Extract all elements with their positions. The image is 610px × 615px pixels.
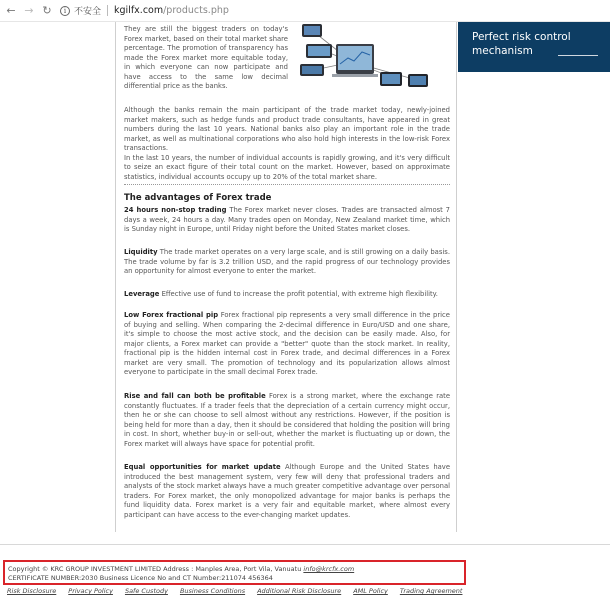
url-host: kgilfx.com bbox=[114, 5, 164, 16]
advantage-text: Forex is a strong market, where the exchange rate constantly fluctuates. If a trader feels that the depreciation of a certain currency might occur, then he or she can choose to sell almost without any restrictions. However, if the position is being held for more than a day, then it should be considered that holding the position will bring in cost. In short, whether buy-in or sell-out, whether the market is fluctuating up or down, the Forex market will always have space for potential profit. bbox=[124, 392, 450, 448]
advantage-title: 24 hours non-stop trading bbox=[124, 206, 227, 214]
url-field[interactable] bbox=[114, 5, 229, 16]
footer-links bbox=[7, 587, 462, 595]
footer-link-aml-policy[interactable]: AML Policy bbox=[353, 587, 388, 595]
footer-link-trading-agreement[interactable]: Trading Agreement bbox=[399, 587, 463, 595]
advantage-title: Liquidity bbox=[124, 248, 158, 256]
advantage-title: Leverage bbox=[124, 290, 160, 298]
footer-line-2: CERTIFICATE NUMBER:2030 Business Licence No and CT Number:211074 456364 bbox=[8, 573, 273, 582]
advantage-item bbox=[124, 290, 450, 300]
intro-text-block bbox=[124, 106, 450, 182]
advantages-heading: The advantages of Forex trade bbox=[124, 193, 272, 203]
footer-copyright-box bbox=[3, 560, 466, 585]
browser-address-bar bbox=[0, 0, 610, 22]
advantage-title: Rise and fall can both be profitable bbox=[124, 392, 266, 400]
footer-email-link[interactable]: info@krcfx.com bbox=[303, 565, 355, 573]
copyright-text: Copyright © KRC GROUP INVESTMENT LIMITED Address : Manples Area, Port Vila, Vanuatu bbox=[8, 565, 302, 573]
advantage-text: The Forex market never closes. Trades are transacted almost 7 days a week, 24 hours a day. Many trades open on Monday, New Zealand market time, which is Sunday night in Europe, until Friday night before the United States market closes. bbox=[124, 206, 450, 233]
footer-link-risk-disclosure[interactable]: Risk Disclosure bbox=[7, 587, 57, 595]
banner-text bbox=[472, 30, 571, 58]
footer-link-business-conditions[interactable]: Business Conditions bbox=[179, 587, 246, 595]
intro-paragraph-1: They are still the biggest traders on today's Forex market, based on their total market share percentage. The promotion of transparency has made the Forex market more equitable today, in which everyone can now participate and have access to the same low decimal differential price as the banks. bbox=[124, 25, 288, 90]
advantage-title: Equal opportunities for market update bbox=[124, 463, 281, 471]
reload-icon[interactable]: ↻ bbox=[42, 4, 52, 17]
advantage-title: Low Forex fractional pip bbox=[124, 311, 219, 319]
site-info-icon[interactable]: i bbox=[60, 6, 70, 16]
security-label[interactable]: 不安全 bbox=[74, 7, 102, 17]
footer-link-safe-custody[interactable]: Safe Custody bbox=[124, 587, 168, 595]
footer-divider bbox=[0, 544, 610, 545]
banner-line-1: Perfect risk control bbox=[472, 31, 571, 43]
footer-link-privacy-policy[interactable]: Privacy Policy bbox=[68, 587, 113, 595]
banner-line-2: mechanism bbox=[472, 45, 533, 57]
advantage-item bbox=[124, 392, 450, 449]
footer-line-1 bbox=[8, 565, 461, 574]
advantage-text: Effective use of fund to increase the profit potential, with extreme high flexibility. bbox=[161, 290, 438, 298]
intro-paragraph-3: In the last 10 years, the number of individual accounts is rapidly growing, and it's very difficult to seize an exact figure of their total count on the market. However, based on approximate statistics, individual accounts occupy up to 20% of the total market share. bbox=[124, 153, 450, 181]
advantage-text: Forex fractional pip represents a very small difference in the price of buying and selling. When comparing the 2-decimal difference in Euro/USD and one share, it's simple to choose the most active stock, and the decision can be easily made. Also, for major clients, a Forex market can provide a "better" quote than the stock market. In reality, fractional pip is the hidden internal cost in Forex trade, and decimal differences in a Forex market are very small. The promotion of technology and its popularization allows almost everyone to participate in the small decimal Forex trade. bbox=[124, 311, 450, 376]
trading-devices-illustration bbox=[292, 22, 450, 96]
advantage-item bbox=[124, 463, 450, 520]
advantage-text: The trade market operates on a very large scale, and is still growing on a daily basis. The trade volume by far is 3.2 trillion USD, and the rapid progress of our technology provides an opportunity for almost everyone to enter the market. bbox=[124, 248, 450, 275]
section-divider bbox=[124, 184, 450, 185]
intro-paragraph-2: Although the banks remain the main participant of the trade market today, newly-joined market makers, such as hedge funds and product trade consultants, have appeared in great numbers during the last 10 years. National banks also play an important role in the trade market, as well as multinational corporations who also hold high interests in the low-risk Forex transactions. bbox=[124, 106, 450, 152]
address-separator bbox=[107, 5, 108, 16]
banner-underline bbox=[558, 55, 598, 56]
main-content bbox=[115, 22, 457, 532]
advantage-item bbox=[124, 248, 450, 277]
advantage-text: Although Europe and the United States have introduced the best management system, very few will deny that professional traders and analysts of the stock market always have a much greater competitive advantage over personal traders. For Forex market, the only monopolized advantage for major banks is perhaps the fund liquidity data. Forex market is a very fair and equitable market, where almost every participant can have access to the ever-changing market updates. bbox=[124, 463, 451, 519]
risk-control-banner[interactable] bbox=[458, 22, 610, 72]
footer-link-additional-risk-disclosure[interactable]: Additional Risk Disclosure bbox=[257, 587, 342, 595]
url-path: /products.php bbox=[163, 5, 229, 16]
advantage-item bbox=[124, 206, 450, 235]
advantage-item bbox=[124, 311, 450, 378]
back-arrow-icon[interactable]: ← bbox=[6, 4, 16, 17]
forward-arrow-icon[interactable]: → bbox=[24, 4, 34, 17]
